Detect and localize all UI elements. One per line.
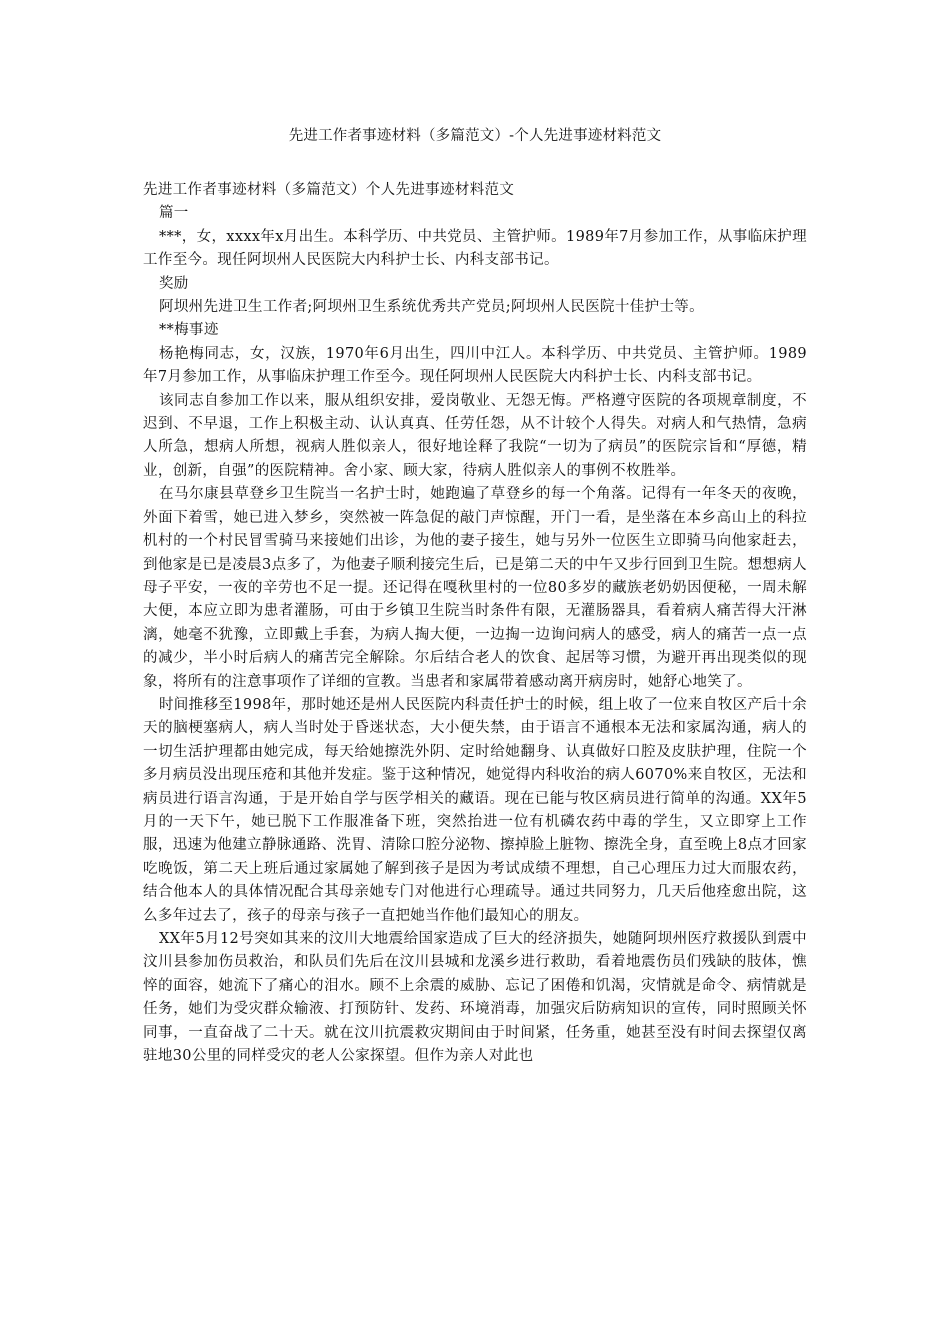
document-body	[143, 179, 807, 1068]
body-paragraph: 在马尔康县草登乡卫生院当一名护士时，她跑遍了草登乡的每一个角落。记得有一年冬天的夜晚，外面下着雪，她已进入梦乡，突然被一阵急促的敲门声惊醒，开门一看，是坐落在本乡高山上的科拉机村的一个村民冒雪骑马来接她们出诊，为他的妻子接生，她与另外一位医生立即骑马向他家赶去，到他家是已是凌晨3点多了，为他妻子顺利接完生后，已是第二天的中午又步行回到卫生院。想想病人母子平安，一夜的辛劳也不足一提。还记得在嘎秋里村的一位80多岁的藏族老奶奶因便秘，一周未解大便，本应立即为患者灌肠，可由于乡镇卫生院当时条件有限，无灌肠器具，看着病人痛苦得大汗淋漓，她毫不犹豫，立即戴上手套，为病人掏大便，一边掏一边询问病人的感受，病人的痛苦一点一点的减少，半小时后病人的痛苦完全解除。尔后结合老人的饮食、起居等习惯，为避开再出现类似的现象，将所有的注意事项作了详细的宣教。当患者和家属带着感动离开病房时，她舒心地笑了。	[143, 486, 807, 690]
body-paragraph: XX年5月12号突如其来的汶川大地震给国家造成了巨大的经济损失，她随阿坝州医疗救援队到震中汶川县参加伤员救治，和队员们先后在汶川县城和龙溪乡进行救助，看着地震伤员们残缺的肢体，憔悴的面容，她流下了痛心的泪水。顾不上余震的威胁、忘记了困倦和饥渴，灾情就是命令、病情就是任务，她们为受灾群众输液、打预防针、发药、环境消毒，加强灾后防病知识的宣传，同时照顾关怀同事，一直奋战了二十天。就在汶川抗震救灾期间由于时间紧，任务重，她甚至没有时间去探望仅离驻地30公里的同样受灾的老人公家探望。但作为亲人对此也	[143, 931, 807, 1065]
document-subtitle: 先进工作者事迹材料（多篇范文）个人先进事迹材料范文	[143, 182, 515, 198]
body-paragraph: 杨艳梅同志，女，汉族，1970年6月出生，四川中江人。本科学历、中共党员、主管护师。1989年7月参加工作，从事临床护理工作至今。现任阿坝州人民医院大内科护士长、内科支部书记。	[143, 345, 807, 386]
section-heading: 奖励	[158, 275, 189, 292]
section-heading: 篇一	[158, 205, 189, 222]
section-heading: **梅事迹	[158, 322, 219, 339]
body-paragraph: 阿坝州先进卫生工作者;阿坝州卫生系统优秀共产党员;阿坝州人民医院十佳护士等。	[158, 299, 705, 316]
body-paragraph: 时间推移至1998年，那时她还是州人民医院内科责任护士的时候，组上收了一位来自牧区产后十余天的脑梗塞病人，病人当时处于昏迷状态，大小便失禁，由于语言不通根本无法和家属沟通，病人的一切生活护理都由她完成，每天给她擦洗外阴、定时给她翻身、认真做好口腔及皮肤护理，住院一个多月病员没出现压疮和其他并发症。鉴于这种情况，她觉得内科收治的病人6070%来自牧区，无法和病员进行语言沟通，于是开始自学与医学相关的藏语。现在已能与牧区病员进行简单的沟通。XX年5月的一天下午，她已脱下工作服准备下班，突然抬进一位有机磷农药中毒的学生，又立即穿上工作服，迅速为他建立静脉通路、洗胃、清除口腔分泌物、擦掉脸上脏物、擦洗全身，直至晚上8点才回家吃晚饭，第二天上班后通过家属她了解到孩子是因为考试成绩不理想，自己心理压力过大而服农药，结合他本人的具体情况配合其母亲她专门对他进行心理疏导。通过共同努力，几天后他痊愈出院，这么多年过去了，孩子的母亲与孩子一直把她当作他们最知心的朋友。	[143, 696, 807, 924]
body-paragraph: 该同志自参加工作以来，服从组织安排，爱岗敬业、无怨无悔。严格遵守医院的各项规章制度，不迟到、不早退，工作上积极主动、认认真真、任劳任怨，从不计较个人得失。对病人和气热情，急病人所急，想病人所想，视病人胜似亲人，很好地诠释了我院“一切为了病员”的医院宗旨和“厚德，精业，创新，自强”的医院精神。舍小家、顾大家，待病人胜似亲人的事例不枚胜举。	[143, 392, 807, 479]
document-title: 先进工作者事迹材料（多篇范文）-个人先进事迹材料范文	[288, 128, 662, 144]
body-paragraph: ***，女，xxxx年x月出生。本科学历、中共党员、主管护师。1989年7月参加工作，从事临床护理工作至今。现任阿坝州人民医院大内科护士长、内科支部书记。	[143, 228, 807, 269]
